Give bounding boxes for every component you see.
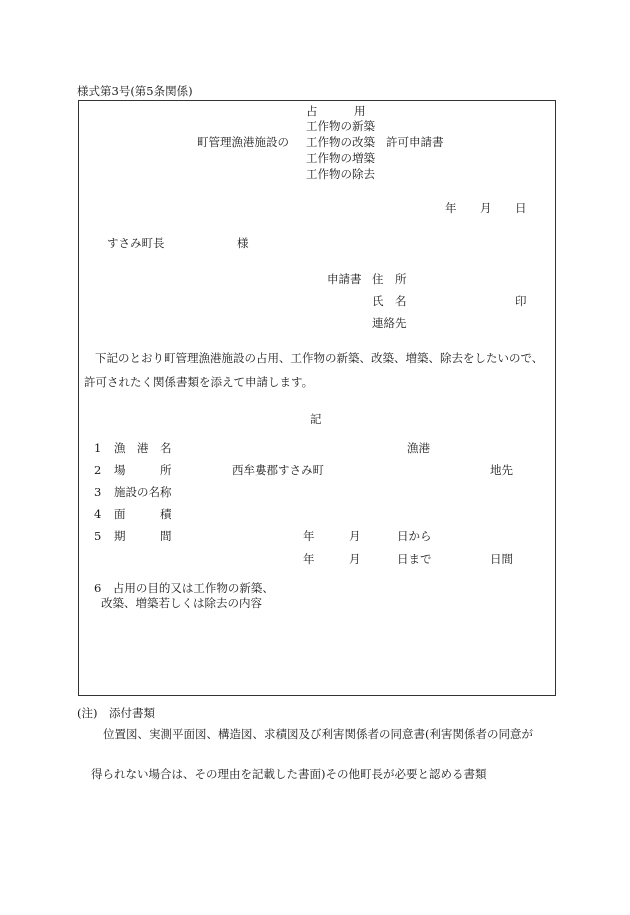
item6-line2: 改築、増築若しくは除去の内容 [101, 596, 262, 610]
date-year: 年 [445, 201, 457, 215]
item1-label: 漁 港 名 [114, 441, 172, 455]
body-text-line2: 許可されたく関係書類を添えて申請します。 [84, 375, 314, 389]
note-line1: 位置図、実測平面図、構造図、求積図及び利害関係者の同意書(利害関係者の同意が [103, 727, 533, 741]
applicant-heading: 申請書 [327, 272, 362, 286]
item2-value: 西牟婁郡すさみ町 [232, 463, 324, 477]
note-line2: 得られない場合は、その理由を記載した書面)その他町長が必要と認める書類 [91, 767, 487, 781]
applicant-name-label: 氏 名 [372, 294, 407, 308]
item3-number: 3 [94, 485, 102, 499]
body-text-line1: 下記のとおり町管理漁港施設の占用、工作物の新築、改築、増築、除去をしたいので、 [95, 351, 544, 365]
title-option-extension: 工作物の増築 [306, 151, 375, 165]
item5-row2-year: 年 [303, 552, 315, 566]
item5-number: 5 [94, 529, 102, 543]
item6-line1: 6 占用の目的又は工作物の新築、 [94, 581, 274, 595]
item4-label: 面 積 [114, 507, 172, 521]
item1-number: 1 [94, 441, 102, 455]
applicant-contact-label: 連絡先 [372, 316, 407, 330]
item5-row1-day: 日から [397, 529, 432, 543]
addressee-name: すさみ町長 [107, 236, 165, 250]
ki-heading: 記 [310, 412, 322, 426]
applicant-address-label: 住 所 [372, 272, 407, 286]
title-option-renovation: 工作物の改築 [306, 135, 375, 149]
item1-value: 漁港 [407, 441, 430, 455]
form-number: 様式第3号(第5条関係) [77, 84, 193, 98]
item2-label: 場 所 [114, 463, 172, 477]
item2-number: 2 [94, 463, 102, 477]
date-day: 日 [515, 201, 527, 215]
title-prefix: 町管理漁港施設の [197, 135, 289, 149]
title-option-occupancy: 占 用 [306, 104, 366, 118]
item5-row2-days: 日間 [490, 552, 513, 566]
item3-label: 施設の名称 [114, 485, 172, 499]
item5-row2-day: 日まで [397, 552, 432, 566]
date-month: 月 [480, 201, 492, 215]
item5-row1-month: 月 [349, 529, 361, 543]
item5-row2-month: 月 [349, 552, 361, 566]
item2-suffix: 地先 [490, 463, 513, 477]
addressee-honorific: 様 [237, 236, 249, 250]
title-suffix: 許可申請書 [386, 135, 444, 149]
note-heading: (注) 添付書類 [77, 706, 155, 720]
title-option-removal: 工作物の除去 [306, 167, 375, 181]
title-option-new-construction: 工作物の新築 [306, 119, 375, 133]
item4-number: 4 [94, 507, 102, 521]
item5-row1-year: 年 [303, 529, 315, 543]
applicant-seal: 印 [515, 294, 527, 308]
item5-label: 期 間 [114, 529, 172, 543]
